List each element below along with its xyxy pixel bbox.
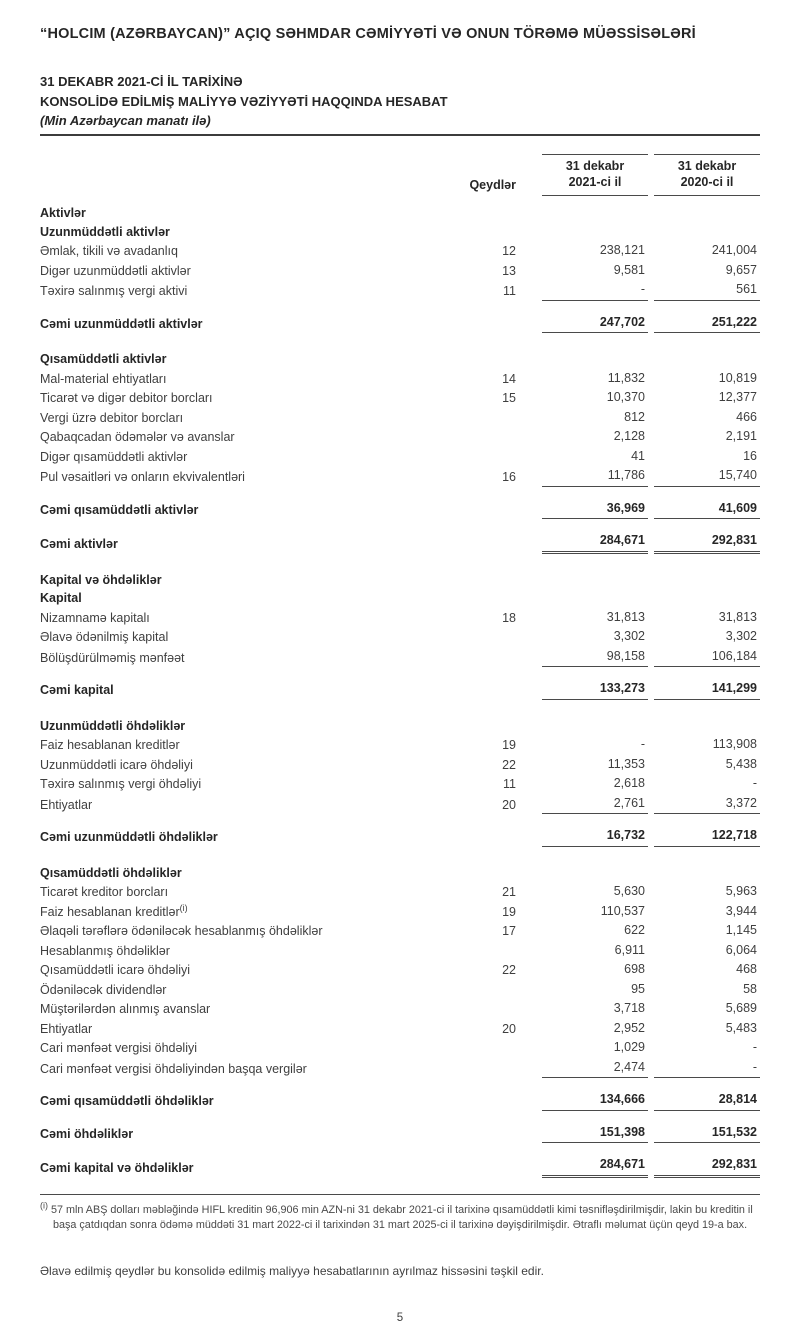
value-2021-cell: [516, 388, 648, 408]
line-item-row: [40, 735, 760, 755]
row-label: Ehtiyatlar: [40, 1021, 93, 1036]
subtitle-statement-line: KONSOLİDƏ EDİLMİŞ MALİYYƏ VƏZİYYƏTİ HAQQINDA HESABAT: [40, 93, 448, 109]
row-note-number: 22: [502, 757, 516, 772]
line-item-row: [40, 466, 760, 487]
row-label: Ehtiyatlar: [40, 797, 93, 812]
value-2020: 9,657: [725, 262, 757, 277]
row-label: Ticarət kreditor borcları: [40, 885, 169, 900]
value-2021-cell: [516, 902, 648, 922]
value-2021: -: [640, 737, 645, 752]
value-2021-cell: [516, 466, 648, 487]
value-2021: 16,732: [542, 826, 648, 847]
value-2021: 5,630: [613, 884, 645, 899]
column-2021: [516, 154, 648, 197]
row-label: Hesablanmış öhdəliklər: [40, 943, 170, 958]
column-header-2021-line1: 31 dekabr: [565, 158, 625, 173]
value-2020-cell: [648, 466, 760, 487]
row-label: Təxirə salınmış vergi aktivi: [40, 284, 188, 299]
row-label: Nizamnamə kapitalı: [40, 610, 150, 625]
value-2021: 2,474: [542, 1058, 648, 1079]
value-2020-cell: [648, 1038, 760, 1058]
value-2021-cell: [516, 408, 648, 428]
line-item-row: [40, 427, 760, 447]
currency-note: (Min Azərbaycan manatı ilə): [40, 113, 211, 128]
value-2020: 5,483: [725, 1020, 757, 1035]
value-2021: [542, 588, 648, 589]
value-2020: 6,064: [725, 942, 757, 957]
document-subtitle: [40, 72, 760, 136]
value-2021-cell: [516, 1123, 648, 1144]
value-2020-cell: [648, 1155, 760, 1178]
value-2020-cell: [648, 794, 760, 815]
column-header-2021: [542, 154, 648, 197]
value-2021-cell: [516, 774, 648, 794]
row-label: Cari mənfəət vergisi öhdəliyindən başqa vergilər: [40, 1061, 307, 1076]
value-2021-cell: [516, 1038, 648, 1058]
value-2021: 2,128: [613, 429, 645, 444]
row-label: Cəmi kapital: [40, 683, 114, 698]
column-2020: [648, 154, 760, 197]
value-2020: -: [752, 776, 757, 791]
line-item-row: [40, 1019, 760, 1039]
value-2020: 15,740: [654, 466, 760, 487]
value-2020: [654, 588, 760, 589]
value-2020-cell: [648, 222, 760, 223]
row-label: Cəmi öhdəliklər: [40, 1126, 134, 1141]
line-item-row: [40, 447, 760, 467]
value-2021: 98,158: [542, 647, 648, 668]
row-label: Digər uzunmüddətli aktivlər: [40, 263, 191, 278]
value-2021-cell: [516, 735, 648, 755]
row-label: Cəmi qısamüddətli aktivlər: [40, 502, 199, 517]
value-2020-cell: [648, 980, 760, 1000]
line-item-row: [40, 1038, 760, 1058]
row-label: Faiz hesablanan kreditlər: [40, 738, 180, 753]
value-2020: 31,813: [718, 609, 757, 624]
value-2021-cell: [516, 826, 648, 847]
row-label: Cəmi qısamüddətli öhdəliklər: [40, 1094, 214, 1109]
value-2020-cell: [648, 427, 760, 447]
value-2021: 151,398: [542, 1123, 648, 1144]
value-2021-cell: [516, 222, 648, 223]
row-label: Cəmi uzunmüddətli aktivlər: [40, 316, 203, 331]
value-2021-cell: [516, 261, 648, 281]
subtitle-date-line: 31 DEKABR 2021-Cİ İL TARİXİNƏ: [40, 74, 243, 89]
value-2021: 11,832: [607, 370, 645, 385]
row-label: Cəmi uzunmüddətli öhdəliklər: [40, 830, 218, 845]
value-2021-cell: [516, 447, 648, 467]
value-2020: 241,004: [711, 243, 757, 258]
row-label: Mal-material ehtiyatları: [40, 371, 167, 386]
value-2020-cell: [648, 679, 760, 700]
value-2021: 134,666: [542, 1090, 648, 1111]
value-2020: -: [654, 1058, 760, 1079]
row-label: Pul vəsaitləri və onların ekvivalentləri: [40, 470, 245, 485]
value-2021-cell: [516, 1019, 648, 1039]
row-label: Qısamüddətli öhdəliklər: [40, 865, 182, 880]
value-2021: 6,911: [614, 942, 645, 957]
value-2021-cell: [516, 921, 648, 941]
value-2021-cell: [516, 427, 648, 447]
value-2020: 5,963: [725, 884, 757, 899]
section-header-row: [40, 589, 760, 608]
footnote-marker: (i): [40, 1200, 48, 1211]
row-note-number: 13: [502, 263, 516, 278]
value-2021: 2,618: [613, 776, 645, 791]
value-2021: 1,029: [613, 1040, 645, 1055]
section-header-row: [40, 204, 760, 223]
value-2021: 110,537: [600, 903, 645, 918]
row-label: Cəmi kapital və öhdəliklər: [40, 1161, 194, 1176]
value-2020: 10,819: [718, 370, 757, 385]
value-2021: 812: [624, 409, 645, 424]
row-note-number: 22: [502, 963, 516, 978]
value-2021-cell: [516, 647, 648, 668]
value-2020: 113,908: [712, 737, 757, 752]
value-2020-cell: [648, 902, 760, 922]
value-2021-cell: [516, 755, 648, 775]
value-2020-cell: [648, 408, 760, 428]
row-note-number: 20: [502, 797, 516, 812]
row-label: Müştərilərdən alınmış avanslar: [40, 1002, 211, 1017]
value-2021-cell: [516, 980, 648, 1000]
row-label: Ödəniləcək dividendlər: [40, 982, 167, 997]
line-item-row: [40, 999, 760, 1019]
line-item-row: [40, 960, 760, 980]
value-2020-cell: [648, 261, 760, 281]
value-2020-cell: [648, 1019, 760, 1039]
value-2020: 1,145: [725, 923, 757, 938]
total-row: [40, 826, 760, 847]
value-2020: 466: [736, 409, 757, 424]
line-item-row: [40, 941, 760, 961]
value-2021-cell: [516, 280, 648, 301]
value-2020-cell: [648, 647, 760, 668]
row-label: Uzunmüddətli icarə öhdəliyi: [40, 757, 193, 772]
row-label: Uzunmüddətli aktivlər: [40, 224, 170, 239]
value-2020-cell: [648, 774, 760, 794]
line-item-row: [40, 261, 760, 281]
row-label: Qabaqcadan ödəmələr və avanslar: [40, 430, 235, 445]
value-2021-cell: [516, 369, 648, 389]
row-label: Kapital və öhdəliklər: [40, 572, 162, 587]
row-note-number: 17: [502, 924, 516, 939]
value-2021-cell: [516, 679, 648, 700]
value-2021-cell: [516, 499, 648, 520]
value-2020: 41,609: [654, 499, 760, 520]
line-item-row: [40, 369, 760, 389]
line-item-row: [40, 408, 760, 428]
footnote-ref: (i): [179, 902, 188, 913]
value-2020: 5,689: [725, 1001, 757, 1016]
row-note-number: 11: [503, 777, 516, 792]
value-2020-cell: [648, 941, 760, 961]
value-2021: 284,671: [542, 531, 648, 554]
value-2021: -: [542, 280, 648, 301]
value-2020: 151,532: [654, 1123, 760, 1144]
value-2020: 28,814: [654, 1090, 760, 1111]
value-2021-cell: [516, 794, 648, 815]
row-label: Qısamüddətli icarə öhdəliyi: [40, 963, 191, 978]
row-label: Kapital: [40, 591, 82, 606]
line-item-row: [40, 794, 760, 815]
row-note-number: 21: [502, 885, 516, 900]
value-2020: -: [752, 1040, 757, 1055]
value-2020-cell: [648, 755, 760, 775]
value-2021: [542, 222, 648, 223]
row-label: Ticarət və digər debitor borcları: [40, 391, 213, 406]
value-2020-cell: [648, 588, 760, 589]
value-2020-cell: [648, 499, 760, 520]
value-2020-cell: [648, 921, 760, 941]
column-header-2020: [654, 154, 760, 197]
value-2021: 133,273: [542, 679, 648, 700]
value-2020: 3,944: [725, 903, 757, 918]
value-2021: 238,121: [599, 243, 645, 258]
value-2021: 622: [624, 923, 645, 938]
line-item-row: [40, 902, 760, 922]
row-label: Əlavə ödənilmiş kapital: [40, 630, 169, 645]
value-2020-cell: [648, 999, 760, 1019]
value-2020: 5,438: [725, 756, 757, 771]
line-item-row: [40, 241, 760, 261]
page-number: 5: [396, 1312, 404, 1325]
row-label: Təxirə salınmış vergi öhdəliyi: [40, 777, 202, 792]
value-2021-cell: [516, 882, 648, 902]
footnote-text: 57 mln ABŞ dolları məbləğində HIFL kreditin 96,906 min AZN-ni 31 dekabr 2021-ci il tarixinə qısamüddətli kimi təsnifləşdirilmişdir, lakin bu kreditin il başa çatdıqdan sonra ödəmə müddəti 31 mart 2022-ci il tarixindən 31 mart 2025-ci il tarixinə dəyişdirilmişdir. Ətraflı məlumat üçün qeyd 19-a bax.: [48, 1203, 753, 1232]
value-2020-cell: [648, 531, 760, 554]
value-2021-cell: [516, 588, 648, 589]
value-2021-cell: [516, 1090, 648, 1111]
value-2020-cell: [648, 882, 760, 902]
value-2021: 10,370: [606, 390, 645, 405]
row-note-number: 11: [503, 284, 516, 299]
value-2021: 3,302: [613, 629, 645, 644]
line-item-row: [40, 921, 760, 941]
row-label: Əlaqəli tərəflərə ödəniləcək hesablanmış öhdəliklər: [40, 924, 323, 939]
value-2020-cell: [648, 608, 760, 628]
row-note-number: 19: [502, 904, 516, 919]
row-note-number: 15: [502, 391, 516, 406]
value-2021-cell: [516, 241, 648, 261]
value-2021: 698: [624, 962, 645, 977]
row-note-number: 12: [502, 244, 516, 259]
total-row: [40, 1090, 760, 1111]
footnote-divider: [40, 1194, 760, 1195]
line-item-row: [40, 388, 760, 408]
value-2021: 284,671: [542, 1155, 648, 1178]
section-header-row: [40, 717, 760, 736]
value-2020: 292,831: [654, 1155, 760, 1178]
line-item-row: [40, 774, 760, 794]
column-header-2020-line1: 31 dekabr: [677, 158, 737, 173]
total-row: [40, 313, 760, 334]
value-2021: 11,353: [607, 756, 645, 771]
value-2020: 141,299: [654, 679, 760, 700]
value-2021-cell: [516, 999, 648, 1019]
value-2020-cell: [648, 313, 760, 334]
total-row: [40, 531, 760, 554]
value-2021: 95: [631, 981, 645, 996]
row-label: Cəmi aktivlər: [40, 537, 118, 552]
value-2021: 31,813: [606, 609, 645, 624]
value-2021: 9,581: [613, 262, 645, 277]
value-2020-cell: [648, 1090, 760, 1111]
column-header-notes: Qeydlər: [469, 178, 516, 193]
document-title: “HOLCIM (AZƏRBAYCAN)” AÇIQ SƏHMDAR CƏMİYYƏTİ VƏ ONUN TÖRƏMƏ MÜƏSSİSƏLƏRİ: [40, 26, 696, 42]
value-2020: 122,718: [654, 826, 760, 847]
section-header-row: [40, 864, 760, 883]
total-row: [40, 499, 760, 520]
row-note-number: 18: [502, 610, 516, 625]
value-2021: 247,702: [542, 313, 648, 334]
row-label: Digər qısamüddətli aktivlər: [40, 449, 188, 464]
value-2020: 3,372: [654, 794, 760, 815]
line-item-row: [40, 608, 760, 628]
total-row: [40, 1123, 760, 1144]
row-label: Qısamüddətli aktivlər: [40, 352, 167, 367]
value-2020-cell: [648, 1058, 760, 1079]
closing-note: Əlavə edilmiş qeydlər bu konsolidə edilmiş maliyyə hesabatlarının ayrılmaz hissəsini təşkil edir.: [40, 1264, 544, 1279]
line-item-row: [40, 280, 760, 301]
value-2020-cell: [648, 447, 760, 467]
row-label: Bölüşdürülməmiş mənfəət: [40, 650, 185, 665]
value-2021-cell: [516, 313, 648, 334]
footnote: [40, 1200, 760, 1234]
value-2020: [654, 222, 760, 223]
value-2021: 3,718: [613, 1001, 645, 1016]
value-2020-cell: [648, 241, 760, 261]
value-2020: 561: [654, 280, 760, 301]
value-2020: 468: [736, 962, 757, 977]
value-2021: 11,786: [542, 466, 648, 487]
value-2020-cell: [648, 627, 760, 647]
value-2021-cell: [516, 608, 648, 628]
total-row: [40, 1155, 760, 1178]
table-header: [40, 154, 760, 197]
value-2021-cell: [516, 1155, 648, 1178]
row-label: Faiz hesablanan kreditlər$^{(i)}$: [40, 902, 188, 919]
row-note-number: 20: [502, 1021, 516, 1036]
value-2020-cell: [648, 369, 760, 389]
section-header-row: [40, 350, 760, 369]
value-2020: 251,222: [654, 313, 760, 334]
row-label: Cari mənfəət vergisi öhdəliyi: [40, 1041, 198, 1056]
value-2021-cell: [516, 1058, 648, 1079]
value-2020: 12,377: [718, 390, 757, 405]
value-2020: 2,191: [725, 429, 757, 444]
line-item-row: [40, 882, 760, 902]
value-2020: 106,184: [654, 647, 760, 668]
line-item-row: [40, 627, 760, 647]
value-2020-cell: [648, 826, 760, 847]
value-2020-cell: [648, 280, 760, 301]
value-2020: 58: [743, 981, 757, 996]
value-2020-cell: [648, 735, 760, 755]
value-2021: 41: [631, 448, 645, 463]
row-label: Aktivlər: [40, 206, 86, 221]
value-2021-cell: [516, 960, 648, 980]
total-row: [40, 679, 760, 700]
value-2020: 292,831: [654, 531, 760, 554]
value-2020: 16: [743, 448, 757, 463]
row-note-number: 19: [502, 738, 516, 753]
line-item-row: [40, 980, 760, 1000]
column-header-2020-line2: 2020-ci il: [680, 175, 734, 190]
row-note-number: 14: [502, 371, 516, 386]
row-note-number: 16: [502, 470, 516, 485]
value-2021: 2,952: [613, 1020, 645, 1035]
value-2020-cell: [648, 1123, 760, 1144]
value-2021: 36,969: [542, 499, 648, 520]
value-2021: 2,761: [542, 794, 648, 815]
value-2020: 3,302: [725, 629, 757, 644]
section-header-row: [40, 223, 760, 242]
row-label: Vergi üzrə debitor borcları: [40, 410, 184, 425]
section-header-row: [40, 571, 760, 590]
column-header-2021-line2: 2021-ci il: [568, 175, 622, 190]
line-item-row: [40, 1058, 760, 1079]
row-label: Əmlak, tikili və avadanlıq: [40, 244, 178, 259]
value-2021-cell: [516, 941, 648, 961]
value-2021-cell: [516, 627, 648, 647]
statement-rows: [40, 204, 760, 1178]
value-2020-cell: [648, 960, 760, 980]
value-2020-cell: [648, 388, 760, 408]
value-2021-cell: [516, 531, 648, 554]
line-item-row: [40, 755, 760, 775]
line-item-row: [40, 647, 760, 668]
row-label: Uzunmüddətli öhdəliklər: [40, 718, 186, 733]
